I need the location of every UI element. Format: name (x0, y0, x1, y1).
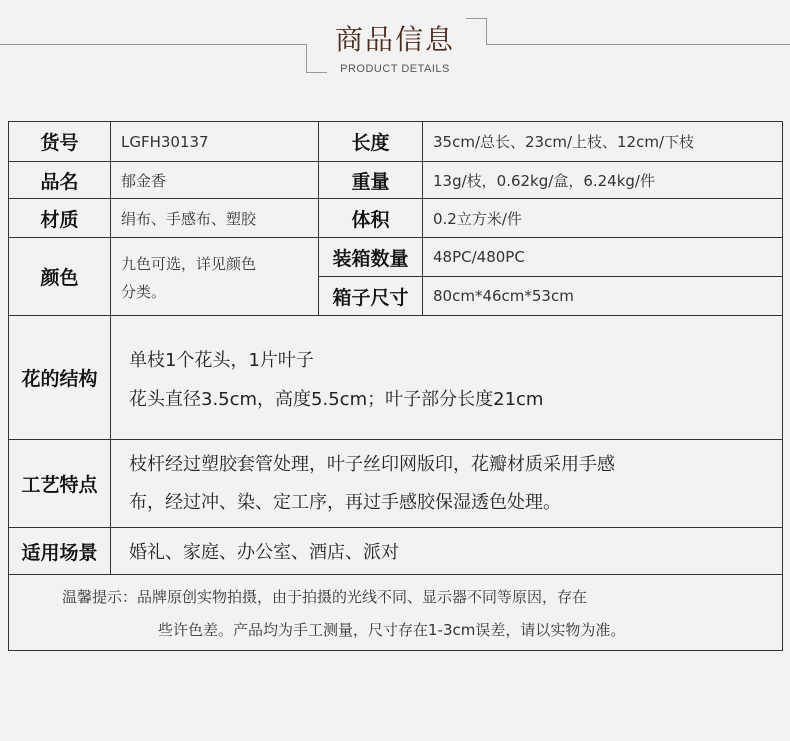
value-structure-line: 花头直径3.5cm，高度5.5cm；叶子部分长度21cm (129, 389, 544, 410)
label-volume: 体积 (351, 208, 390, 231)
value-item-no: LGFH30137 (121, 132, 209, 151)
value-volume: 0.2立方米/件 (433, 209, 522, 228)
value-weight: 13g/枝，0.62kg/盒，6.24kg/件 (433, 171, 655, 190)
label-box-size: 箱子尺寸 (332, 286, 409, 309)
value-structure (111, 316, 782, 439)
label-item-no: 货号 (40, 132, 79, 154)
value-box-size: 80cm*46cm*53cm (433, 287, 574, 305)
label-name: 品名 (40, 170, 79, 193)
value-craft-line: 布，经过冲、染、定工序，再过手感胶保湿透色处理。 (129, 492, 561, 513)
value-name: 郁金香 (121, 171, 167, 190)
label-length: 长度 (351, 132, 390, 154)
value-scene: 婚礼、家庭、办公室、酒店、派对 (129, 542, 399, 563)
value-structure-line: 单枝1个花头，1片叶子 (129, 350, 314, 371)
value-color-line: 九色可选，详见颜色 (121, 255, 257, 273)
label-packing-qty: 装箱数量 (332, 247, 409, 270)
notice-line: 些许色差。产品均为手工测量，尺寸存在1-3cm误差，请以实物为准。 (158, 621, 626, 639)
value-craft (111, 440, 782, 527)
label-material: 材质 (40, 208, 79, 231)
label-scene: 适用场景 (21, 541, 98, 564)
value-color-line: 分类。 (121, 283, 167, 301)
product-details-table (8, 121, 783, 651)
label-weight: 重量 (351, 170, 390, 193)
section-title: 商品信息 (334, 23, 455, 56)
value-length: 35cm/总长、23cm/上枝、12cm/下枝 (433, 133, 694, 151)
value-craft-line: 枝杆经过塑胶套管处理，叶子丝印网版印，花瓣材质采用手感 (129, 454, 615, 475)
value-material: 绢布、手感布、塑胶 (121, 209, 257, 228)
section-header (0, 0, 790, 110)
label-structure: 花的结构 (21, 368, 98, 390)
notice-line: 温馨提示：品牌原创实物拍摄，由于拍摄的光线不同、显示器不同等原因，存在 (62, 588, 588, 606)
label-color: 颜色 (40, 267, 79, 289)
value-color (111, 238, 318, 315)
label-craft: 工艺特点 (21, 474, 98, 496)
value-packing-qty: 48PC/480PC (433, 248, 525, 266)
section-subtitle: PRODUCT DETAILS (340, 63, 450, 75)
